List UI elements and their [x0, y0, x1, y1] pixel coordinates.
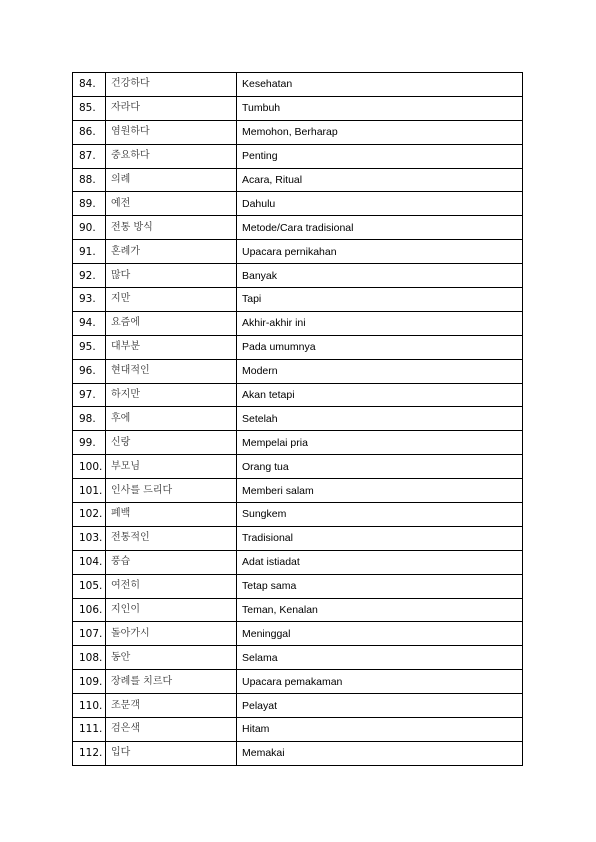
row-number: 86. — [73, 120, 106, 144]
table-row — [73, 718, 523, 742]
row-number: 109. — [73, 670, 106, 694]
indonesian-meaning: Orang tua — [237, 455, 523, 479]
indonesian-meaning: Penting — [237, 144, 523, 168]
table-row — [73, 550, 523, 574]
vocabulary-table — [72, 72, 523, 766]
table-row — [73, 288, 523, 312]
table-row — [73, 335, 523, 359]
row-number: 92. — [73, 264, 106, 288]
table-row — [73, 503, 523, 527]
indonesian-meaning: Upacara pernikahan — [237, 240, 523, 264]
row-number: 90. — [73, 216, 106, 240]
korean-word: 지만 — [106, 288, 237, 312]
table-row — [73, 240, 523, 264]
korean-word: 많다 — [106, 264, 237, 288]
indonesian-meaning: Tapi — [237, 288, 523, 312]
table-row — [73, 646, 523, 670]
row-number: 97. — [73, 383, 106, 407]
row-number: 99. — [73, 431, 106, 455]
table-row — [73, 192, 523, 216]
row-number: 85. — [73, 96, 106, 120]
korean-word: 대부분 — [106, 335, 237, 359]
table-row — [73, 73, 523, 97]
row-number: 102. — [73, 503, 106, 527]
korean-word: 의례 — [106, 168, 237, 192]
korean-word: 예전 — [106, 192, 237, 216]
row-number: 100. — [73, 455, 106, 479]
table-row — [73, 311, 523, 335]
korean-word: 폐백 — [106, 503, 237, 527]
row-number: 103. — [73, 526, 106, 550]
indonesian-meaning: Memberi salam — [237, 479, 523, 503]
indonesian-meaning: Dahulu — [237, 192, 523, 216]
indonesian-meaning: Selama — [237, 646, 523, 670]
korean-word: 전통 방식 — [106, 216, 237, 240]
korean-word: 현대적인 — [106, 359, 237, 383]
indonesian-meaning: Teman, Kenalan — [237, 598, 523, 622]
indonesian-meaning: Sungkem — [237, 503, 523, 527]
korean-word: 하지만 — [106, 383, 237, 407]
row-number: 95. — [73, 335, 106, 359]
indonesian-meaning: Hitam — [237, 718, 523, 742]
table-row — [73, 431, 523, 455]
indonesian-meaning: Metode/Cara tradisional — [237, 216, 523, 240]
korean-word: 지인이 — [106, 598, 237, 622]
korean-word: 풍습 — [106, 550, 237, 574]
indonesian-meaning: Kesehatan — [237, 73, 523, 97]
indonesian-meaning: Modern — [237, 359, 523, 383]
row-number: 96. — [73, 359, 106, 383]
row-number: 91. — [73, 240, 106, 264]
korean-word: 여전히 — [106, 574, 237, 598]
vocabulary-table-body — [73, 73, 523, 766]
korean-word: 입다 — [106, 741, 237, 765]
indonesian-meaning: Setelah — [237, 407, 523, 431]
indonesian-meaning: Tradisional — [237, 526, 523, 550]
table-row — [73, 622, 523, 646]
row-number: 108. — [73, 646, 106, 670]
row-number: 106. — [73, 598, 106, 622]
row-number: 87. — [73, 144, 106, 168]
korean-word: 장례를 치르다 — [106, 670, 237, 694]
row-number: 101. — [73, 479, 106, 503]
korean-word: 신랑 — [106, 431, 237, 455]
table-row — [73, 741, 523, 765]
indonesian-meaning: Adat istiadat — [237, 550, 523, 574]
row-number: 112. — [73, 741, 106, 765]
indonesian-meaning: Mempelai pria — [237, 431, 523, 455]
row-number: 88. — [73, 168, 106, 192]
indonesian-meaning: Akhir-akhir ini — [237, 311, 523, 335]
table-row — [73, 694, 523, 718]
table-row — [73, 455, 523, 479]
table-row — [73, 574, 523, 598]
table-row — [73, 120, 523, 144]
korean-word: 돌아가시 — [106, 622, 237, 646]
indonesian-meaning: Tetap sama — [237, 574, 523, 598]
indonesian-meaning: Upacara pemakaman — [237, 670, 523, 694]
table-row — [73, 144, 523, 168]
korean-word: 부모님 — [106, 455, 237, 479]
table-row — [73, 216, 523, 240]
indonesian-meaning: Akan tetapi — [237, 383, 523, 407]
indonesian-meaning: Acara, Ritual — [237, 168, 523, 192]
korean-word: 요즘에 — [106, 311, 237, 335]
table-row — [73, 479, 523, 503]
row-number: 98. — [73, 407, 106, 431]
indonesian-meaning: Banyak — [237, 264, 523, 288]
row-number: 94. — [73, 311, 106, 335]
korean-word: 인사를 드리다 — [106, 479, 237, 503]
indonesian-meaning: Pada umumnya — [237, 335, 523, 359]
row-number: 93. — [73, 288, 106, 312]
row-number: 84. — [73, 73, 106, 97]
indonesian-meaning: Tumbuh — [237, 96, 523, 120]
korean-word: 전통적인 — [106, 526, 237, 550]
korean-word: 후에 — [106, 407, 237, 431]
korean-word: 혼례가 — [106, 240, 237, 264]
row-number: 89. — [73, 192, 106, 216]
korean-word: 검은색 — [106, 718, 237, 742]
korean-word: 염원하다 — [106, 120, 237, 144]
korean-word: 건강하다 — [106, 73, 237, 97]
table-row — [73, 670, 523, 694]
korean-word: 중요하다 — [106, 144, 237, 168]
table-row — [73, 407, 523, 431]
row-number: 105. — [73, 574, 106, 598]
indonesian-meaning: Pelayat — [237, 694, 523, 718]
indonesian-meaning: Memakai — [237, 741, 523, 765]
table-row — [73, 168, 523, 192]
table-row — [73, 96, 523, 120]
korean-word: 조문객 — [106, 694, 237, 718]
table-row — [73, 598, 523, 622]
korean-word: 동안 — [106, 646, 237, 670]
row-number: 104. — [73, 550, 106, 574]
table-row — [73, 264, 523, 288]
row-number: 110. — [73, 694, 106, 718]
row-number: 107. — [73, 622, 106, 646]
indonesian-meaning: Memohon, Berharap — [237, 120, 523, 144]
korean-word: 자라다 — [106, 96, 237, 120]
table-row — [73, 359, 523, 383]
table-row — [73, 526, 523, 550]
table-row — [73, 383, 523, 407]
indonesian-meaning: Meninggal — [237, 622, 523, 646]
row-number: 111. — [73, 718, 106, 742]
